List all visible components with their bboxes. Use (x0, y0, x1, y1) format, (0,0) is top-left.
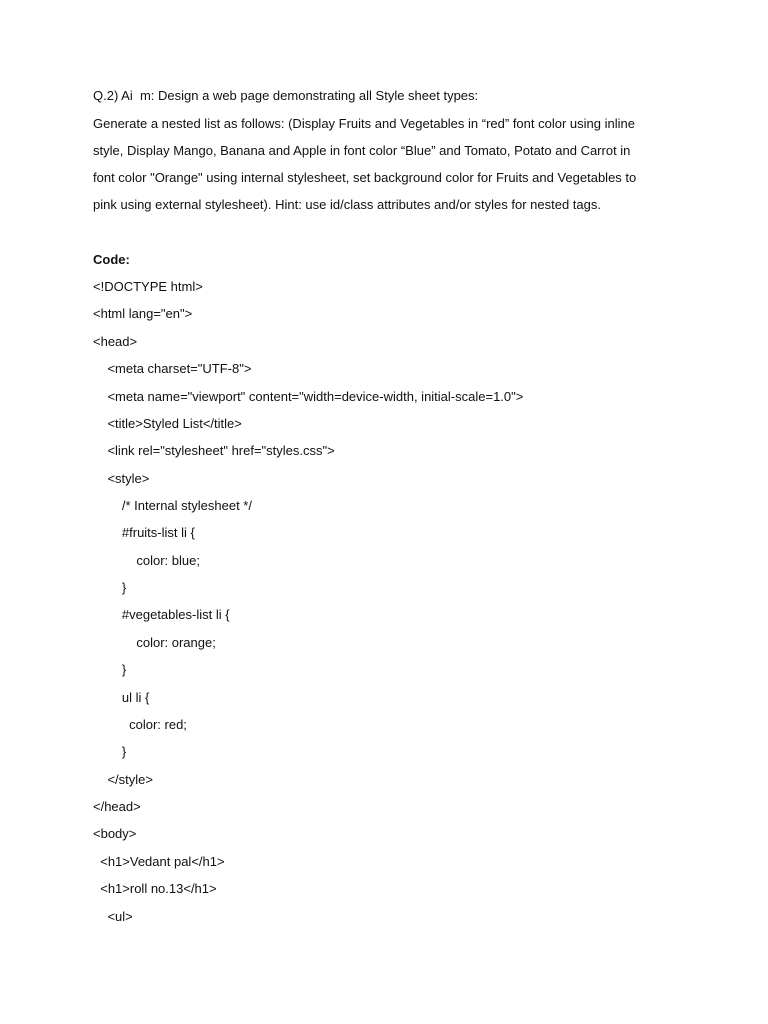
question-desc-line: Generate a nested list as follows: (Display Fruits and Vegetables in “red” font color using inline (93, 116, 635, 131)
code-line: color: orange; (93, 635, 216, 650)
code-line: </head> (93, 799, 141, 814)
code-line: /* Internal stylesheet */ (93, 498, 252, 513)
code-line: <!DOCTYPE html> (93, 279, 203, 294)
code-line: <ul> (93, 909, 133, 924)
code-line: <h1>Vedant pal</h1> (93, 854, 225, 869)
code-line: } (93, 580, 127, 595)
code-line: </style> (93, 772, 153, 787)
code-line: #vegetables-list li { (93, 607, 230, 622)
code-line: <meta charset="UTF-8"> (93, 361, 252, 376)
code-line: <meta name="viewport" content="width=device-width, initial-scale=1.0"> (93, 389, 524, 404)
code-line: } (93, 744, 127, 759)
code-line: } (93, 662, 127, 677)
code-label: Code: (93, 252, 130, 267)
code-line: color: blue; (93, 553, 200, 568)
question-desc-line: style, Display Mango, Banana and Apple in font color “Blue” and Tomato, Potato and Carrot in (93, 143, 631, 158)
question-desc-line: font color "Orange" using internal stylesheet, set background color for Fruits and Vegetables to (93, 170, 637, 185)
code-line: #fruits-list li { (93, 525, 195, 540)
code-line: ul li { (93, 690, 150, 705)
question-aim: Q.2) Ai m: Design a web page demonstrating all Style sheet types: (93, 88, 479, 103)
code-line: color: red; (93, 717, 187, 732)
code-line: <html lang="en"> (93, 306, 193, 321)
code-line: <h1>roll no.13</h1> (93, 881, 217, 896)
code-line: <style> (93, 471, 150, 486)
code-line: <body> (93, 826, 137, 841)
question-desc-line: pink using external stylesheet). Hint: use id/class attributes and/or styles for nested tags. (93, 197, 601, 212)
code-line: <title>Styled List</title> (93, 416, 242, 431)
code-line: <head> (93, 334, 138, 349)
code-line: <link rel="stylesheet" href="styles.css"> (93, 443, 335, 458)
